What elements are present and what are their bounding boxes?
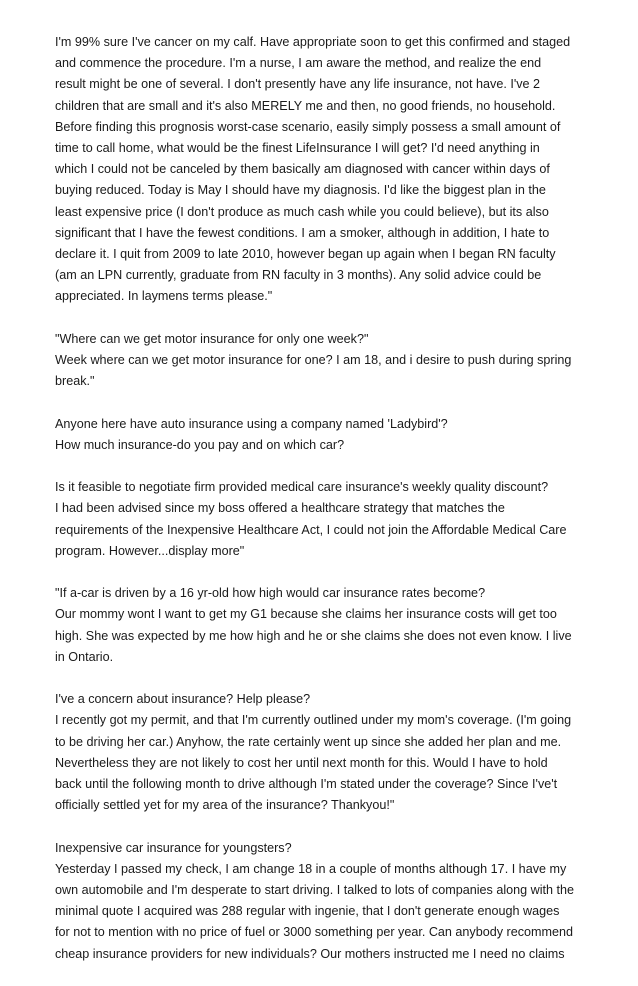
text-paragraph: [55, 414, 595, 456]
text-line: "If a-car is driven by a 16 yr-old how high would car insurance rates become?: [55, 586, 486, 601]
text-paragraph: [55, 689, 595, 816]
text-line: declare it. I quit from 2009 to late 2010, however began up again when I began RN faculty: [55, 247, 556, 262]
text-line: in Ontario.: [55, 649, 114, 664]
text-line: requirements of the Inexpensive Healthcare Act, I could not join the Affordable Medical Care: [55, 522, 567, 537]
text-line: least expensive price (I don't produce as much cash while you could believe), but its also: [55, 204, 549, 219]
text-line: Nevertheless they are not likely to cost her until next month for this. Would I have to hold: [55, 755, 548, 770]
text-line: for not to mention with no price of fuel or 3000 something per year. Can anybody recommend: [55, 925, 574, 940]
text-line: result might be one of several. I don't presently have any life insurance, not have. I've 2: [55, 77, 541, 92]
text-line: which I could not be canceled by them basically am diagnosed with cancer within days of: [55, 162, 550, 177]
text-paragraph: [55, 329, 595, 393]
text-line: to be driving her car.) Anyhow, the rate certainly went up since she added her plan and me.: [55, 734, 562, 749]
text-line: children that are small and it's also MERELY me and then, no good friends, no household.: [55, 98, 556, 113]
document-page: [55, 32, 595, 986]
text-line: Inexpensive car insurance for youngsters?: [55, 840, 292, 855]
text-line: officially settled yet for my area of the insurance? Thankyou!": [55, 798, 395, 813]
text-line: break.": [55, 374, 95, 389]
text-line: high. She was expected by me how high and he or she claims she does not even know. I live: [55, 628, 572, 643]
text-line: significant that I have the fewest conditions. I am a smoker, although in addition, I hate to: [55, 225, 550, 240]
text-line: program. However...display more": [55, 543, 245, 558]
text-line: appreciated. In laymens terms please.": [55, 289, 273, 304]
text-line: I had been advised since my boss offered a healthcare strategy that matches the: [55, 501, 505, 516]
text-line: own automobile and I'm desperate to start driving. I talked to lots of companies along with the: [55, 883, 575, 898]
text-line: Week where can we get motor insurance for one? I am 18, and i desire to push during spring: [55, 353, 572, 368]
text-line: Anyone here have auto insurance using a company named 'Ladybird'?: [55, 416, 448, 431]
text-line: Yesterday I passed my check, I am change 18 in a couple of months although 17. I have my: [55, 861, 567, 876]
text-line: buying reduced. Today is May I should have my diagnosis. I'd like the biggest plan in the: [55, 183, 546, 198]
text-line: and commence the procedure. I'm a nurse, I am aware the method, and realize the end: [55, 56, 542, 71]
text-line: (am an LPN currently, graduate from RN faculty in 3 months). Any solid advice could be: [55, 268, 542, 283]
text-line: How much insurance-do you pay and on which car?: [55, 437, 345, 452]
text-line: I recently got my permit, and that I'm currently outlined under my mom's coverage. (I'm going: [55, 713, 572, 728]
text-line: I've a concern about insurance? Help please?: [55, 692, 311, 707]
text-line: Before finding this prognosis worst-case scenario, easily simply possess a small amount of: [55, 119, 561, 134]
text-line: Our mommy wont I want to get my G1 because she claims her insurance costs will get too: [55, 607, 557, 622]
text-paragraph: [55, 32, 595, 308]
text-paragraph: [55, 583, 595, 668]
text-line: I'm 99% sure I've cancer on my calf. Have appropriate soon to get this confirmed and staged: [55, 35, 571, 49]
text-line: cheap insurance providers for new individuals? Our mothers instructed me I need no claims: [55, 946, 565, 961]
text-line: time to call home, what would be the finest LifeInsurance I will get? I'd need anything in: [55, 141, 540, 156]
text-line: Is it feasible to negotiate firm provided medical care insurance's weekly quality discount?: [55, 480, 549, 495]
text-line: back until the following month to drive although I'm stated under the coverage? Since I've't: [55, 777, 558, 792]
text-line: "Where can we get motor insurance for only one week?": [55, 331, 369, 346]
text-paragraph: [55, 838, 595, 965]
text-line: minimal quote I acquired was 288 regular with ingenie, that I don't generate enough wages: [55, 904, 560, 919]
text-paragraph: [55, 477, 595, 562]
